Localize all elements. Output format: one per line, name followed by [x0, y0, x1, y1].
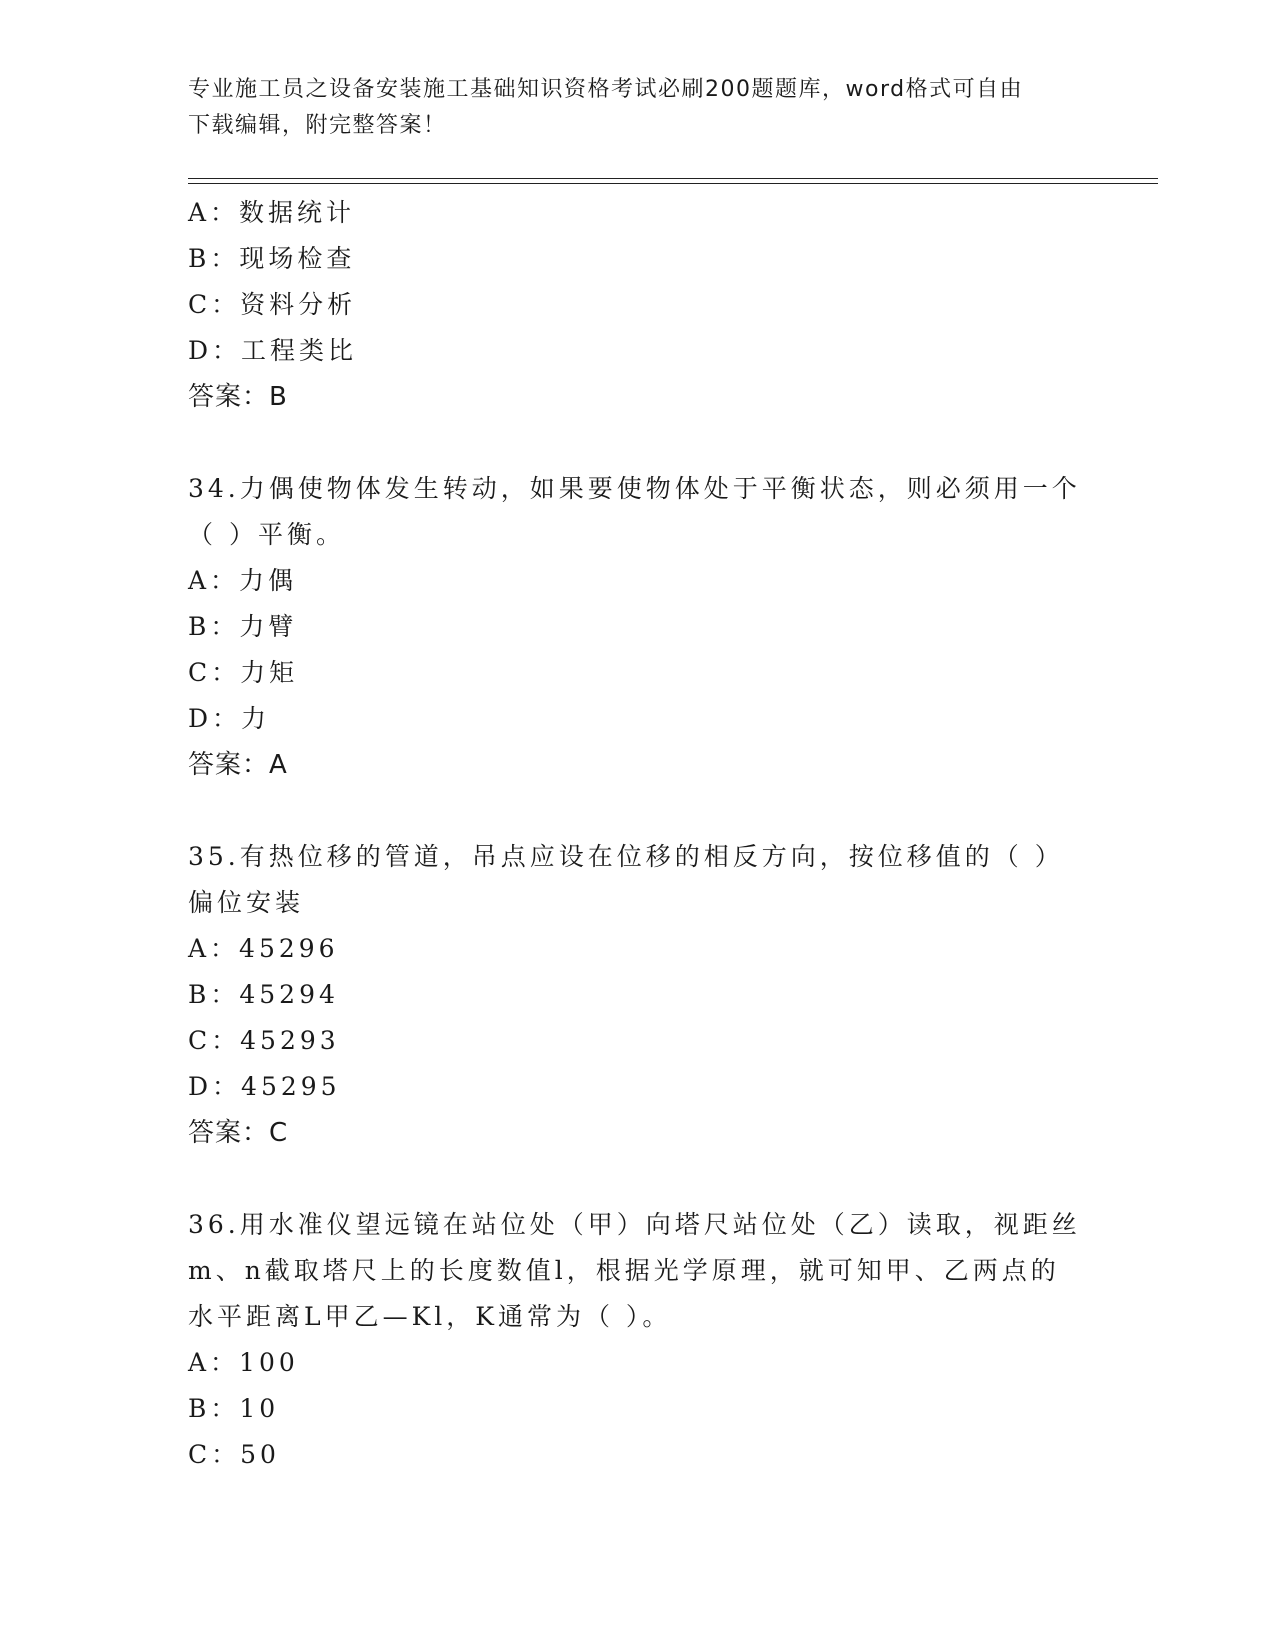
- question-35: [188, 834, 1088, 1156]
- answer: 答案：C: [188, 1118, 289, 1148]
- option-b: B：现场检查: [188, 244, 356, 273]
- option-d: D：力: [188, 704, 271, 733]
- question-text-line-2: m、n截取塔尺上的长度数值l，根据光学原理，就可知甲、乙两点的: [188, 1256, 1060, 1285]
- question-text-line-2: （ ）平衡。: [188, 520, 345, 549]
- question-33: [188, 190, 1088, 420]
- option-a: A：100: [188, 1348, 299, 1377]
- option-c: C：50: [188, 1440, 280, 1469]
- answer: 答案：A: [188, 750, 288, 780]
- question-text-line-3: 水平距离L甲乙—Kl，K通常为（ ）。: [188, 1302, 672, 1331]
- question-text-line-1: 35.有热位移的管道，吊点应设在位移的相反方向，按位移值的（ ）: [188, 842, 1064, 871]
- option-a: A：力偶: [188, 566, 298, 595]
- question-list: [188, 190, 1088, 1478]
- option-b: B：力臂: [188, 612, 298, 641]
- header-line-2: 下载编辑，附完整答案！: [188, 113, 447, 138]
- option-c: C：力矩: [188, 658, 299, 687]
- option-a: A：数据统计: [188, 198, 356, 227]
- header-line-1: 专业施工员之设备安装施工基础知识资格考试必刷200题题库，word格式可自由: [188, 77, 1024, 102]
- question-36: [188, 1202, 1088, 1478]
- document-header: [188, 72, 1088, 144]
- option-d: D：45295: [188, 1072, 341, 1101]
- option-b: B：10: [188, 1394, 280, 1423]
- option-c: C：资料分析: [188, 290, 357, 319]
- header-rule-bottom: [188, 183, 1158, 184]
- option-d: D：工程类比: [188, 336, 358, 365]
- spacer: [188, 788, 1088, 834]
- option-a: A：45296: [188, 934, 339, 963]
- spacer: [188, 420, 1088, 466]
- header-rule-top: [188, 178, 1158, 179]
- question-text-line-1: 36.用水准仪望远镜在站位处（甲）向塔尺站位处（乙）读取，视距丝: [188, 1210, 1081, 1239]
- spacer: [188, 1156, 1088, 1202]
- option-c: C：45293: [188, 1026, 340, 1055]
- question-text-line-1: 34.力偶使物体发生转动，如果要使物体处于平衡状态，则必须用一个: [188, 474, 1081, 503]
- answer: 答案：B: [188, 382, 288, 412]
- option-b: B：45294: [188, 980, 339, 1009]
- question-text-line-2: 偏位安装: [188, 888, 305, 917]
- question-34: [188, 466, 1088, 788]
